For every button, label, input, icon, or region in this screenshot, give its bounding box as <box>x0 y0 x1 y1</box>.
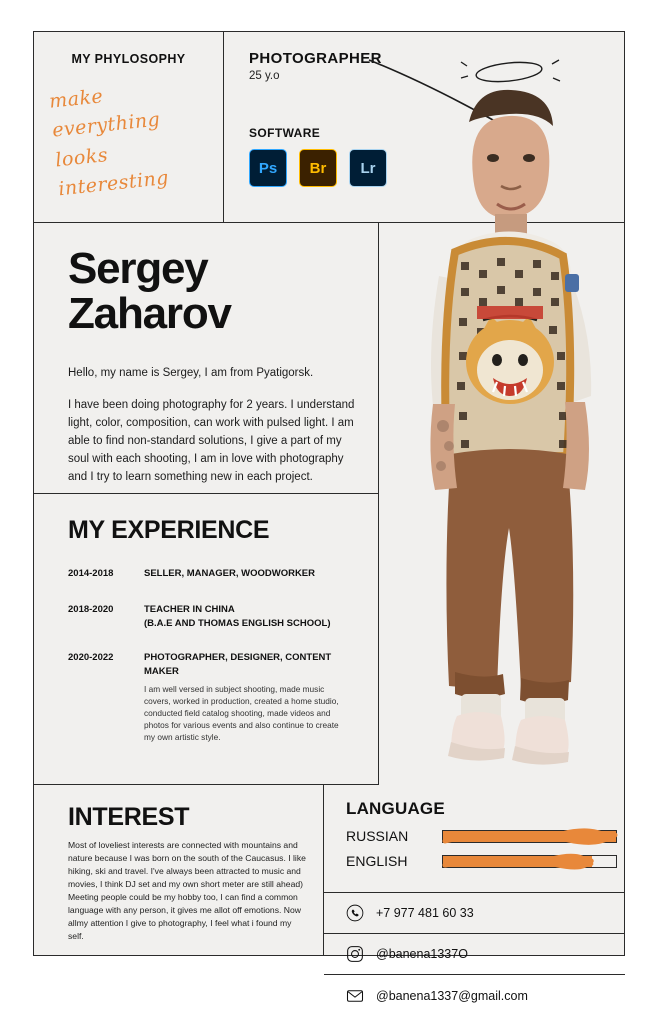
interest-title: INTEREST <box>68 803 190 831</box>
philosophy-script-line1: make everything <box>48 85 162 143</box>
last-name: Zaharov <box>68 288 231 338</box>
experience-subtitle: (B.A.E AND THOMAS ENGLISH SCHOOL) <box>144 617 331 629</box>
portrait-photo <box>369 26 639 768</box>
contact-instagram[interactable] <box>324 934 625 975</box>
experience-role: TEACHER IN CHINA <box>144 604 235 616</box>
experience-years: 2014-2018 <box>68 568 114 579</box>
bridge-icon: Br <box>299 149 337 187</box>
instagram-icon <box>346 945 376 963</box>
experience-years: 2020-2022 <box>68 651 114 663</box>
experience-years: 2018-2020 <box>68 604 114 616</box>
experience-description: I am well versed in subject shooting, made music covers, worked in production, created a home studio, conducted field catalog shooting, made videos and photos for various events and also continue to create my own artistic style. <box>144 684 339 743</box>
experience-section <box>34 494 379 785</box>
experience-item <box>68 567 360 581</box>
first-name: Sergey <box>68 244 208 293</box>
profile-intro: Hello, my name is Sergey, I am from Pyatigorsk. <box>68 366 314 379</box>
contact-phone[interactable] <box>324 893 625 934</box>
scribble-icon <box>443 853 616 872</box>
language-section <box>324 785 625 893</box>
language-bar <box>442 830 617 843</box>
interest-section <box>34 785 324 956</box>
phone-icon <box>346 904 376 922</box>
experience-role: SELLER, MANAGER, WOODWORKER <box>144 568 315 579</box>
language-row-russian <box>346 828 625 844</box>
scribble-icon <box>443 828 616 847</box>
contact-email-value: @banena1337@gmail.com <box>376 988 528 1003</box>
contact-phone-value: +7 977 481 60 33 <box>376 906 474 920</box>
philosophy-script-line2: looks interesting <box>54 143 170 201</box>
experience-title: MY EXPERIENCE <box>68 516 270 544</box>
contact-instagram-value: @banena1337O <box>376 947 468 961</box>
experience-role: PHOTOGRAPHER, DESIGNER, CONTENT MAKER <box>144 651 332 677</box>
philosophy-section <box>34 32 224 223</box>
experience-item <box>68 651 360 744</box>
experience-item <box>68 603 360 628</box>
language-title: LANGUAGE <box>346 799 445 818</box>
profile-bio: I have been doing photography for 2 years. I understand light, color, composition, can work with pulsed light. I am able to find non-standard solutions, I give a part of my soul with each shooting, I am in love with photography and I try to learn something new in each project. <box>68 399 355 483</box>
job-title: PHOTOGRAPHER <box>249 50 382 67</box>
language-name: RUSSIAN <box>346 828 409 844</box>
contact-email[interactable] <box>324 975 625 1016</box>
profile-section <box>34 223 379 494</box>
interest-text: Most of loveliest interests are connected with mountains and nature because I was born on the south of the Caucasus. I like hiking, ski and travel. I've always been attracted to music and movies, I think DJ set and my own short meter are still ahead) Meeting people could be my hobby too, I can find a common language with any person, it gives me allot off emotions. Now allmy attention I give to photography, I feel what i found my self. <box>68 840 306 942</box>
philosophy-script <box>44 72 212 206</box>
language-name: ENGLISH <box>346 853 408 869</box>
software-label: SOFTWARE <box>249 126 321 140</box>
email-icon <box>346 987 376 1005</box>
age-label: 25 y.o <box>249 70 280 82</box>
language-bar <box>442 855 617 868</box>
lightroom-icon: Lr <box>349 149 387 187</box>
philosophy-title: MY PHYLOSOPHY <box>71 52 186 66</box>
language-row-english <box>346 853 625 869</box>
photoshop-icon: Ps <box>249 149 287 187</box>
